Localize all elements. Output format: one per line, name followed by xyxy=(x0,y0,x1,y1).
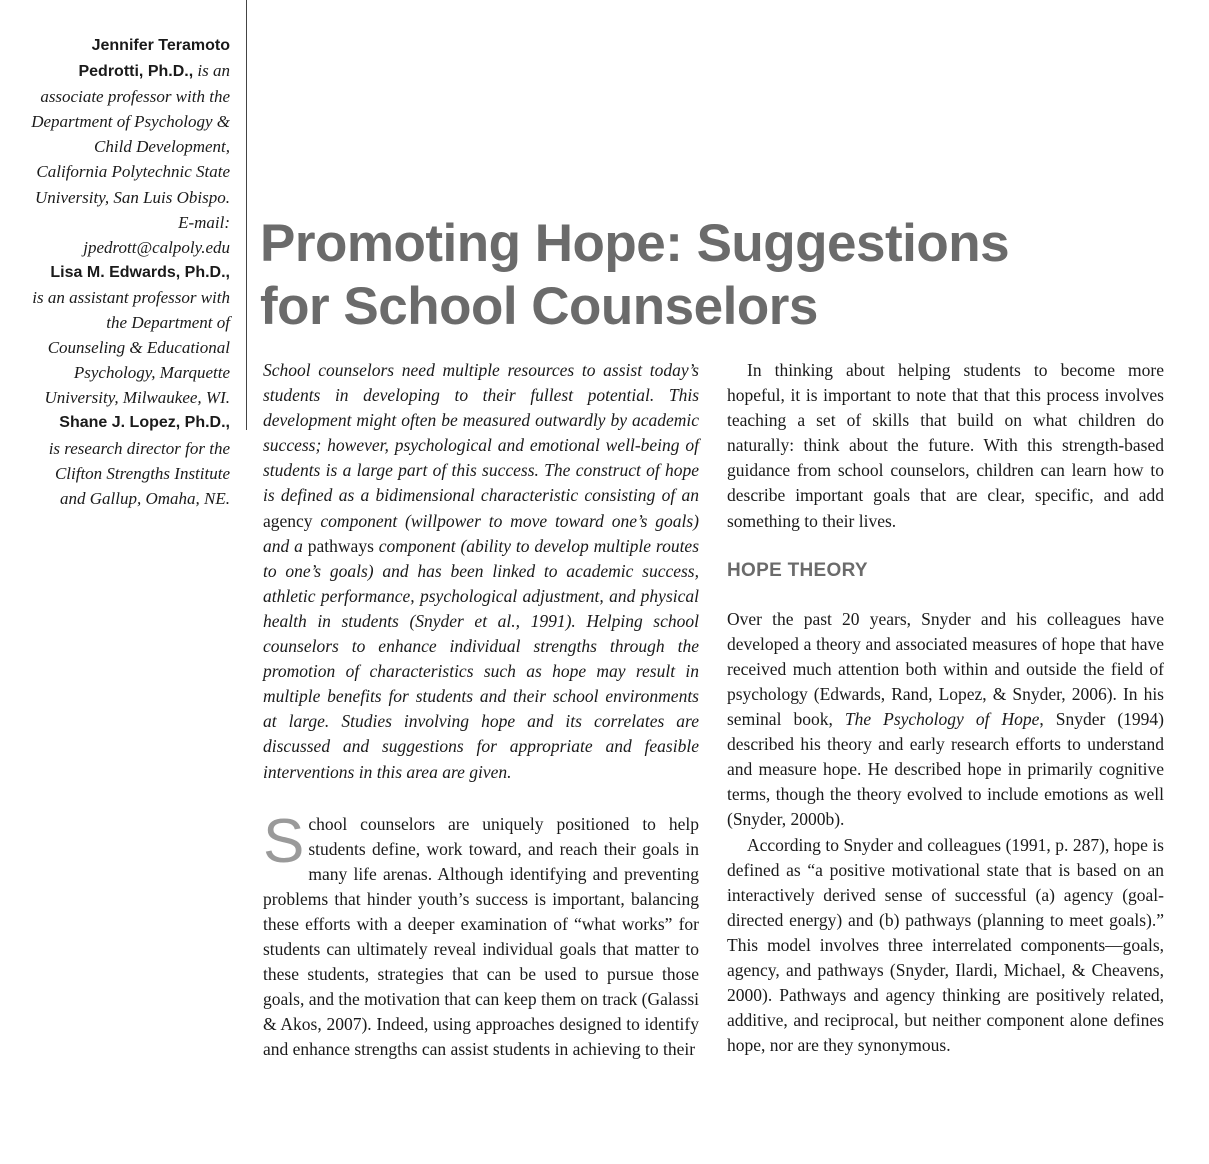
author-name-2: Lisa M. Edwards, Ph.D., xyxy=(50,263,230,281)
drop-cap: S xyxy=(263,806,305,876)
article-title xyxy=(260,212,1009,338)
author-desc-1: is an associate professor with the Department of Psychology & Child Development, California Polytechnic State University, San Luis Obispo. E-mail: jpedrott@calpoly.edu xyxy=(31,61,230,257)
book-title: The Psychology of Hope xyxy=(844,709,1040,730)
author-name-1-cont: Pedrotti, Ph.D., xyxy=(78,63,194,81)
abstract-text-2: component (willpower to move toward one’s goals) and a xyxy=(263,510,699,556)
intro-paragraph xyxy=(263,806,699,1063)
sidebar-divider xyxy=(246,0,247,430)
abstract xyxy=(263,358,699,785)
paragraph-helping-students: In thinking about helping students to become more hopeful, it is important to note that that this process involves teaching a set of skills that build on what children do naturally: think about the future. With this strength-based guidance from school counselors, children can learn how to describe important goals that are clear, specific, and add something to their lives. xyxy=(727,360,1164,531)
hope-theory-text-1: Over the past 20 years, Snyder and his colleagues have developed a theory and associated measures of hope that have received much attention both within and outside the field of psychology (Edwards, Rand, Lopez, & Snyder, 2006). In his seminal book, xyxy=(727,608,1164,730)
hope-theory-text-2: , Snyder (1994) described his theory and early research efforts to understand and measure hope. He described hope in primarily cognitive terms, though the theory evolved to include emotions as well (Snyder, 2000b). xyxy=(727,709,1165,830)
author-name-1: Jennifer Teramoto xyxy=(91,37,230,54)
left-column xyxy=(263,358,699,1063)
author-desc-2: is an assistant professor with the Department of Counseling & Educational Psychology, Marquette University, Milwaukee, WI. xyxy=(32,287,230,408)
author-name-3: Shane J. Lopez, Ph.D., xyxy=(59,414,230,432)
section-heading-hope-theory: HOPE THEORY xyxy=(727,559,868,581)
title-line-1: Promoting Hope: Suggestions xyxy=(260,214,1010,273)
intro-text: chool counselors are uniquely positioned to help students define, work toward, and reach their goals in many life arenas. Although identifying and preventing problems that hinder youth’s success is important, balancing these efforts with a deeper examination of “what works” for students can ultimately reveal individual goals that matter to these students, strategies that can be used to pursue those goals, and the motivation that can keep them on track (Galassi & Akos, 2007). Indeed, using approaches designed to identify and enhance strengths can assist students in achieving to their xyxy=(263,813,699,1060)
author-sidebar xyxy=(30,33,230,511)
abstract-term-pathways: pathways xyxy=(307,535,374,556)
paragraph-definition: According to Snyder and colleagues (1991, p. 287), hope is defined as “a positive motivational state that is based on an interactively derived sense of successful (a) agency (goal-directed energy) and (b) pathways (planning to meet goals).” This model involves three interrelated components—goals, agency, and pathways (Snyder, Ilardi, Michael, & Cheavens, 2000). Pathways and agency thinking are positively related, additive, and reciprocal, but neither component alone defines hope, nor are they synonymous. xyxy=(727,834,1164,1056)
author-bio-1 xyxy=(31,61,230,257)
author-desc-3: is research director for the Clifton Strengths Institute and Gallup, Omaha, NE. xyxy=(48,438,230,508)
abstract-term-agency: agency xyxy=(263,510,313,531)
title-line-2: for School Counselors xyxy=(260,277,818,336)
right-column xyxy=(727,358,1164,1058)
abstract-text-1: School counselors need multiple resources to assist today’s students in developing to their fullest potential. This development might often be measured outwardly by academic success; however, psychological and emotional well-being of students is a large part of this success. The construct of hope is defined as a bidimensional characteristic consisting of an xyxy=(263,360,699,506)
paragraph-hope-theory xyxy=(727,607,1164,833)
abstract-text-3: component (ability to develop multiple routes to one’s goals) and has been linked to academic success, athletic performance, psychological adjustment, and physical health in students (Snyder et al., 1991). Helping school counselors to enhance individual strengths through the promotion of characteristics such as hope may result in multiple benefits for students and their school environments at large. Studies involving hope and its correlates are discussed and suggestions for appropriate and feasible interventions in this area are given. xyxy=(263,535,700,782)
